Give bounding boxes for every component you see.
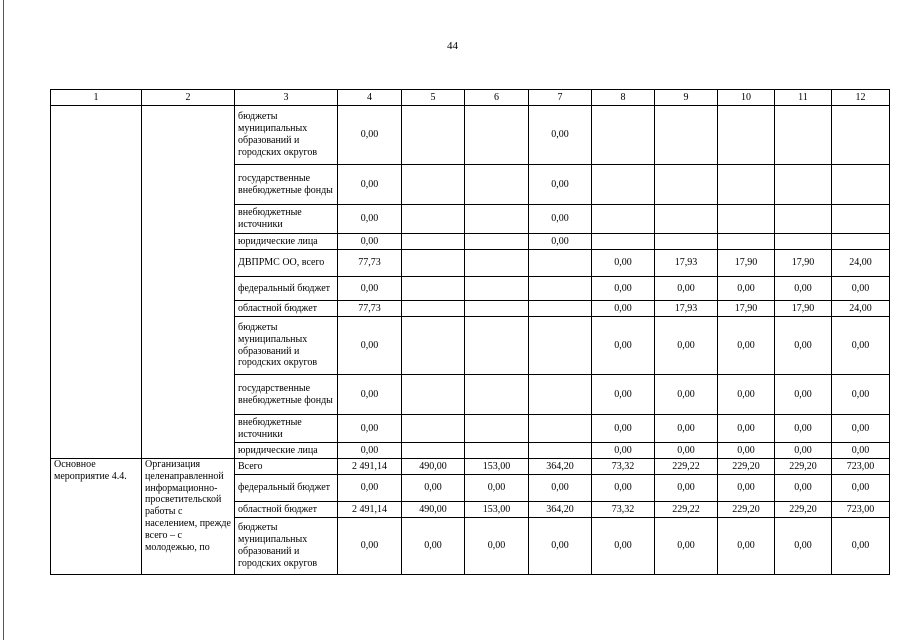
column-header: 5 bbox=[402, 90, 465, 106]
column-header: 2 bbox=[142, 90, 235, 106]
value-cell bbox=[402, 250, 465, 277]
value-cell: 17,90 bbox=[718, 250, 775, 277]
value-cell: 0,00 bbox=[529, 234, 592, 250]
value-cell bbox=[402, 375, 465, 415]
value-cell: 229,20 bbox=[718, 502, 775, 518]
value-cell: 17,93 bbox=[655, 250, 718, 277]
funding-source-cell: федеральный бюджет bbox=[235, 277, 338, 301]
table-body bbox=[51, 106, 890, 575]
binding-line bbox=[3, 0, 4, 640]
value-cell: 490,00 bbox=[402, 459, 465, 475]
value-cell: 73,32 bbox=[592, 502, 655, 518]
value-cell bbox=[655, 165, 718, 205]
funding-source-cell: областной бюджет bbox=[235, 301, 338, 317]
value-cell: 0,00 bbox=[338, 277, 402, 301]
value-cell: 723,00 bbox=[832, 459, 890, 475]
value-cell: 0,00 bbox=[592, 277, 655, 301]
value-cell: 0,00 bbox=[832, 518, 890, 575]
value-cell: 0,00 bbox=[529, 106, 592, 165]
value-cell bbox=[402, 205, 465, 234]
value-cell bbox=[775, 165, 832, 205]
value-cell: 0,00 bbox=[592, 475, 655, 502]
column-header: 10 bbox=[718, 90, 775, 106]
value-cell: 0,00 bbox=[655, 475, 718, 502]
column-header: 9 bbox=[655, 90, 718, 106]
value-cell: 364,20 bbox=[529, 502, 592, 518]
value-cell bbox=[529, 301, 592, 317]
value-cell: 0,00 bbox=[775, 375, 832, 415]
value-cell bbox=[592, 106, 655, 165]
value-cell: 229,20 bbox=[775, 502, 832, 518]
funding-source-cell: бюджеты муниципальных образований и городских округов bbox=[235, 518, 338, 575]
value-cell bbox=[465, 277, 529, 301]
value-cell bbox=[718, 106, 775, 165]
activity-cell: Основное мероприятие 4.4. bbox=[51, 459, 142, 575]
funding-source-cell: Всего bbox=[235, 459, 338, 475]
table-row bbox=[51, 106, 890, 165]
value-cell: 0,00 bbox=[718, 475, 775, 502]
value-cell: 0,00 bbox=[338, 317, 402, 375]
value-cell: 24,00 bbox=[832, 301, 890, 317]
value-cell: 0,00 bbox=[592, 301, 655, 317]
value-cell bbox=[465, 317, 529, 375]
value-cell: 723,00 bbox=[832, 502, 890, 518]
value-cell: 0,00 bbox=[592, 317, 655, 375]
table-row bbox=[51, 459, 890, 475]
page-number: 44 bbox=[447, 40, 458, 52]
value-cell bbox=[832, 234, 890, 250]
value-cell bbox=[775, 205, 832, 234]
funding-source-cell: внебюджетные источники bbox=[235, 415, 338, 443]
funding-source-cell: областной бюджет bbox=[235, 502, 338, 518]
value-cell: 0,00 bbox=[592, 375, 655, 415]
column-header: 12 bbox=[832, 90, 890, 106]
activity-cell bbox=[51, 106, 142, 459]
value-cell bbox=[655, 205, 718, 234]
value-cell: 0,00 bbox=[592, 443, 655, 459]
funding-source-cell: государственные внебюджетные фонды bbox=[235, 165, 338, 205]
value-cell: 229,22 bbox=[655, 502, 718, 518]
value-cell: 0,00 bbox=[338, 475, 402, 502]
funding-source-cell: ДВПРМС ОО, всего bbox=[235, 250, 338, 277]
value-cell: 153,00 bbox=[465, 502, 529, 518]
value-cell: 24,00 bbox=[832, 250, 890, 277]
value-cell: 0,00 bbox=[338, 234, 402, 250]
value-cell: 0,00 bbox=[592, 250, 655, 277]
activity-name-cell: Организация целенаправленной информационно-просветительской работы с населением, прежде всего – с молодежью, по bbox=[142, 459, 235, 575]
value-cell bbox=[465, 443, 529, 459]
value-cell bbox=[529, 415, 592, 443]
value-cell: 2 491,14 bbox=[338, 459, 402, 475]
value-cell bbox=[718, 234, 775, 250]
value-cell bbox=[402, 165, 465, 205]
value-cell: 364,20 bbox=[529, 459, 592, 475]
value-cell bbox=[402, 234, 465, 250]
value-cell: 490,00 bbox=[402, 502, 465, 518]
column-header: 7 bbox=[529, 90, 592, 106]
value-cell: 17,90 bbox=[718, 301, 775, 317]
value-cell: 0,00 bbox=[718, 317, 775, 375]
value-cell: 0,00 bbox=[655, 518, 718, 575]
value-cell: 0,00 bbox=[655, 415, 718, 443]
value-cell: 73,32 bbox=[592, 459, 655, 475]
value-cell bbox=[529, 443, 592, 459]
funding-source-cell: бюджеты муниципальных образований и городских округов bbox=[235, 317, 338, 375]
value-cell: 17,93 bbox=[655, 301, 718, 317]
value-cell bbox=[465, 415, 529, 443]
value-cell bbox=[529, 317, 592, 375]
value-cell bbox=[465, 375, 529, 415]
value-cell: 0,00 bbox=[592, 518, 655, 575]
funding-source-cell: юридические лица bbox=[235, 234, 338, 250]
value-cell bbox=[832, 165, 890, 205]
value-cell: 0,00 bbox=[592, 415, 655, 443]
value-cell bbox=[465, 165, 529, 205]
value-cell bbox=[402, 415, 465, 443]
value-cell bbox=[465, 250, 529, 277]
value-cell: 0,00 bbox=[529, 475, 592, 502]
value-cell: 229,20 bbox=[775, 459, 832, 475]
value-cell: 0,00 bbox=[832, 317, 890, 375]
value-cell bbox=[529, 250, 592, 277]
column-header: 1 bbox=[51, 90, 142, 106]
value-cell bbox=[592, 165, 655, 205]
value-cell: 0,00 bbox=[338, 165, 402, 205]
header-row bbox=[51, 90, 890, 106]
value-cell: 0,00 bbox=[402, 475, 465, 502]
value-cell: 0,00 bbox=[529, 518, 592, 575]
value-cell bbox=[402, 317, 465, 375]
value-cell: 0,00 bbox=[832, 277, 890, 301]
value-cell bbox=[655, 234, 718, 250]
funding-source-cell: юридические лица bbox=[235, 443, 338, 459]
value-cell bbox=[775, 234, 832, 250]
value-cell: 0,00 bbox=[529, 165, 592, 205]
value-cell: 2 491,14 bbox=[338, 502, 402, 518]
value-cell: 229,20 bbox=[718, 459, 775, 475]
value-cell bbox=[592, 205, 655, 234]
value-cell: 77,73 bbox=[338, 301, 402, 317]
value-cell: 0,00 bbox=[402, 518, 465, 575]
value-cell: 0,00 bbox=[775, 443, 832, 459]
value-cell bbox=[402, 106, 465, 165]
value-cell: 0,00 bbox=[718, 375, 775, 415]
value-cell bbox=[592, 234, 655, 250]
value-cell: 0,00 bbox=[529, 205, 592, 234]
funding-source-cell: бюджеты муниципальных образований и городских округов bbox=[235, 106, 338, 165]
value-cell: 0,00 bbox=[655, 375, 718, 415]
value-cell: 0,00 bbox=[832, 375, 890, 415]
value-cell: 0,00 bbox=[832, 443, 890, 459]
value-cell: 77,73 bbox=[338, 250, 402, 277]
value-cell bbox=[529, 375, 592, 415]
value-cell bbox=[655, 106, 718, 165]
value-cell: 0,00 bbox=[338, 375, 402, 415]
value-cell: 0,00 bbox=[775, 475, 832, 502]
budget-table bbox=[50, 89, 890, 575]
value-cell: 0,00 bbox=[775, 415, 832, 443]
value-cell: 0,00 bbox=[338, 106, 402, 165]
value-cell: 229,22 bbox=[655, 459, 718, 475]
value-cell bbox=[718, 205, 775, 234]
value-cell: 0,00 bbox=[338, 518, 402, 575]
value-cell bbox=[465, 106, 529, 165]
column-header: 4 bbox=[338, 90, 402, 106]
value-cell: 0,00 bbox=[338, 205, 402, 234]
column-header: 6 bbox=[465, 90, 529, 106]
column-header: 3 bbox=[235, 90, 338, 106]
value-cell bbox=[832, 205, 890, 234]
value-cell: 0,00 bbox=[655, 317, 718, 375]
value-cell: 0,00 bbox=[338, 443, 402, 459]
value-cell bbox=[465, 301, 529, 317]
value-cell: 0,00 bbox=[718, 443, 775, 459]
value-cell: 0,00 bbox=[465, 475, 529, 502]
value-cell: 17,90 bbox=[775, 250, 832, 277]
value-cell: 0,00 bbox=[465, 518, 529, 575]
column-header: 11 bbox=[775, 90, 832, 106]
value-cell: 0,00 bbox=[718, 518, 775, 575]
column-header: 8 bbox=[592, 90, 655, 106]
value-cell bbox=[718, 165, 775, 205]
value-cell bbox=[832, 106, 890, 165]
value-cell: 153,00 bbox=[465, 459, 529, 475]
value-cell: 0,00 bbox=[718, 277, 775, 301]
value-cell: 0,00 bbox=[832, 415, 890, 443]
value-cell bbox=[465, 234, 529, 250]
value-cell: 0,00 bbox=[775, 317, 832, 375]
value-cell bbox=[402, 443, 465, 459]
value-cell: 0,00 bbox=[655, 277, 718, 301]
value-cell bbox=[529, 277, 592, 301]
value-cell: 17,90 bbox=[775, 301, 832, 317]
value-cell bbox=[465, 205, 529, 234]
value-cell: 0,00 bbox=[775, 518, 832, 575]
funding-source-cell: государственные внебюджетные фонды bbox=[235, 375, 338, 415]
value-cell: 0,00 bbox=[655, 443, 718, 459]
value-cell: 0,00 bbox=[338, 415, 402, 443]
activity-name-cell bbox=[142, 106, 235, 459]
value-cell bbox=[402, 277, 465, 301]
value-cell: 0,00 bbox=[718, 415, 775, 443]
value-cell: 0,00 bbox=[775, 277, 832, 301]
value-cell bbox=[402, 301, 465, 317]
value-cell bbox=[775, 106, 832, 165]
funding-source-cell: федеральный бюджет bbox=[235, 475, 338, 502]
value-cell: 0,00 bbox=[832, 475, 890, 502]
funding-source-cell: внебюджетные источники bbox=[235, 205, 338, 234]
